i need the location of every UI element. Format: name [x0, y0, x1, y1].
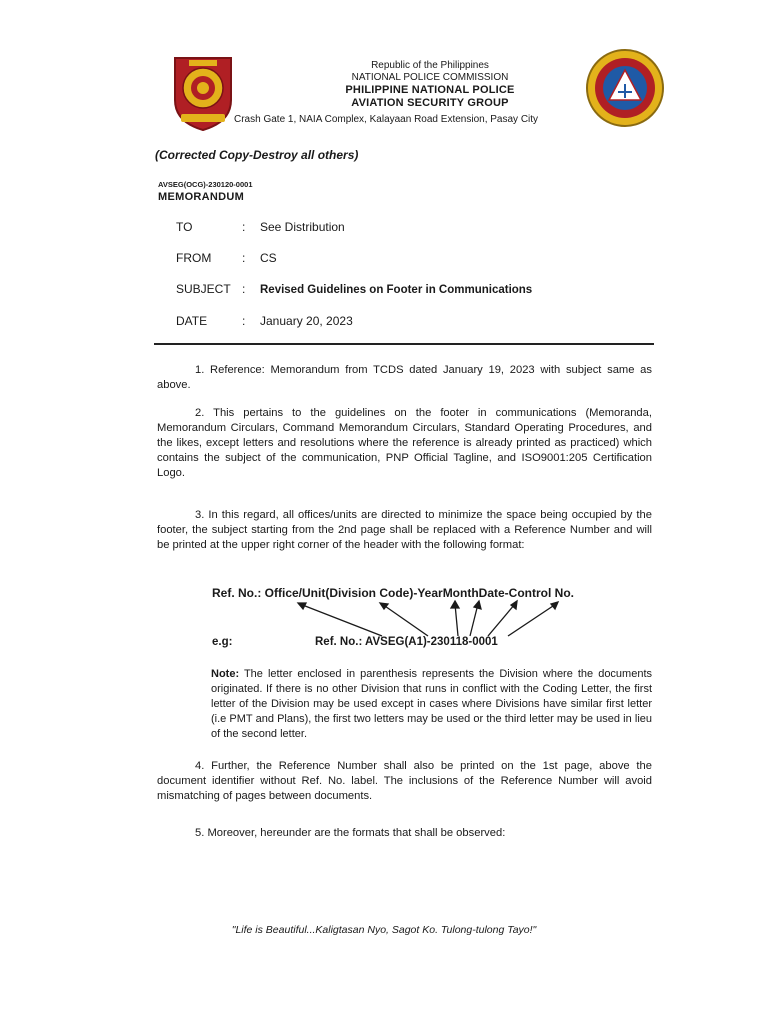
field-colon: : [242, 282, 246, 296]
reference-format: Ref. No.: Office/Unit(Division Code)-YearMonthDate-Control No. [212, 586, 574, 600]
letterhead-avseg: AVIATION SECURITY GROUP [351, 97, 509, 109]
field-colon: : [242, 220, 246, 234]
example-value: Ref. No.: AVSEG(A1)-230118-0001 [315, 636, 498, 648]
paragraph-3 [157, 508, 652, 553]
field-subject [176, 282, 532, 296]
field-to-value: See Distribution [260, 220, 345, 234]
paragraph-1 [157, 363, 652, 393]
field-date [176, 314, 353, 328]
letterhead-napolcom: NATIONAL POLICE COMMISSION [351, 72, 509, 83]
paragraph-2 [157, 406, 652, 481]
note-text: The letter enclosed in parenthesis represents the Division where the documents originated. If there is no other Division that runs in conflict with the Coding Letter, the first letter of the Division may be used except in cases where Divisions have similar first letter (i.e PMT and Plans), the first two letters may be used or the third letter may be used in lieu of the second letter. [211, 668, 653, 740]
field-subject-key: SUBJECT [176, 282, 231, 296]
paragraph-4 [157, 759, 652, 804]
note-label: Note: [211, 668, 240, 680]
paragraph-4-text: 4. Further, the Reference Number shall also be printed on the 1st page, above the document identifier without Ref. No. label. The inclusions of the Reference Number will avoid mismatching of pages between documents. [157, 760, 652, 802]
document-identifier: AVSEG(OCG)-230120-0001 [158, 180, 253, 189]
paragraph-5 [157, 826, 652, 841]
field-from-key: FROM [176, 251, 212, 265]
letterhead [230, 60, 630, 110]
letterhead-address: Crash Gate 1, NAIA Complex, Kalayaan Road Extension, Pasay City [234, 114, 539, 125]
avseg-seal-icon [585, 46, 665, 130]
letterhead-republic: Republic of the Philippines [371, 60, 489, 71]
example-label: e.g: [212, 636, 233, 648]
pnp-seal-icon [171, 52, 235, 132]
field-to-key: TO [176, 220, 193, 234]
note-block [211, 667, 652, 742]
field-colon: : [242, 251, 246, 265]
footer-tagline: "Life is Beautiful...Kaligtasan Nyo, Sagot Ko. Tulong-tulong Tayo!" [231, 924, 537, 936]
field-date-key: DATE [176, 314, 208, 328]
field-from-value: CS [260, 251, 277, 265]
field-subject-value: Revised Guidelines on Footer in Communications [260, 284, 533, 296]
corrected-copy-notice: (Corrected Copy-Destroy all others) [155, 148, 359, 162]
paragraph-2-text: 2. This pertains to the guidelines on the footer in communications (Memoranda, Memorandum Circulars, Command Memorandum Circulars, Standard Operating Procedures, and the likes, except letters and resolutions where the reference is already printed as practiced) which contains the subject of the communication, PNP Official Tagline, and ISO9001:205 Certification Logo. [157, 407, 652, 479]
paragraph-1-text: 1. Reference: Memorandum from TCDS dated January 19, 2023 with subject same as above. [157, 364, 652, 391]
paragraph-3-text: 3. In this regard, all offices/units are directed to minimize the space being occupied by the footer, the subject starting from the 2nd page shall be replaced with a Reference Number and will be printed at the upper right corner of the header with the following format: [157, 509, 652, 551]
letterhead-pnp: PHILIPPINE NATIONAL POLICE [345, 84, 515, 96]
field-date-value: January 20, 2023 [260, 314, 353, 328]
field-to [176, 220, 345, 234]
header-divider [154, 343, 654, 345]
field-from [176, 251, 277, 265]
memo-type-label: MEMORANDUM [158, 191, 245, 203]
paragraph-5-text: 5. Moreover, hereunder are the formats that shall be observed: [195, 827, 506, 839]
field-colon: : [242, 314, 246, 328]
